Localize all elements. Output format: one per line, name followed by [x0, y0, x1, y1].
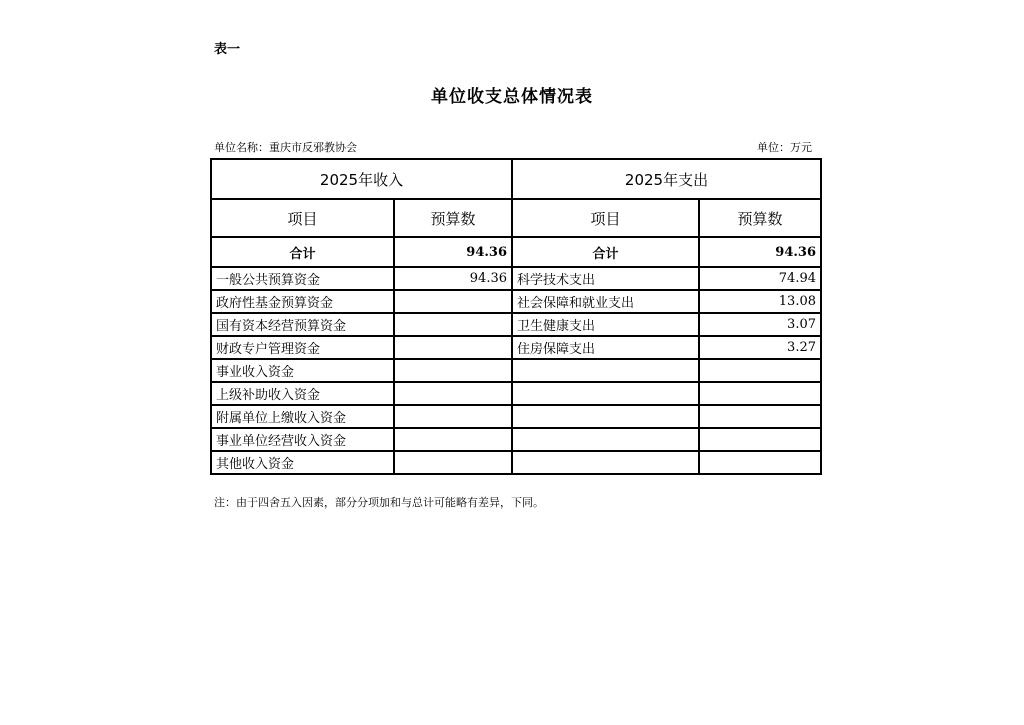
expense-value: [699, 451, 821, 474]
expense-total-label: 合计: [512, 237, 699, 267]
table-row: [211, 428, 821, 451]
income-value: [394, 359, 512, 382]
expense-value: 3.27: [699, 336, 821, 359]
income-value: [394, 290, 512, 313]
expense-item: [512, 428, 699, 451]
income-item: 事业单位经营收入资金: [211, 428, 394, 451]
expense-value: [699, 428, 821, 451]
income-item: 财政专户管理资金: [211, 336, 394, 359]
income-total-value: 94.36: [394, 237, 512, 267]
table-header-row: [211, 159, 821, 199]
table-row: [211, 451, 821, 474]
income-item-col-header: 项目: [211, 199, 394, 237]
income-item: 上级补助收入资金: [211, 382, 394, 405]
expense-item: 科学技术支出: [512, 267, 699, 290]
expense-value: [699, 382, 821, 405]
income-item: 政府性基金预算资金: [211, 290, 394, 313]
expense-item: [512, 405, 699, 428]
expense-value: 74.94: [699, 267, 821, 290]
income-value: [394, 313, 512, 336]
expense-item: [512, 451, 699, 474]
footnote: 注：由于四舍五入因素，部分分项加和与总计可能略有差异，下同。: [214, 496, 544, 509]
income-value: [394, 405, 512, 428]
expense-value: [699, 405, 821, 428]
page-title: 单位收支总体情况表: [431, 87, 593, 107]
income-item: 附属单位上缴收入资金: [211, 405, 394, 428]
column-header-row: [211, 199, 821, 237]
income-item: 国有资本经营预算资金: [211, 313, 394, 336]
income-value: [394, 428, 512, 451]
expense-total-value: 94.36: [699, 237, 821, 267]
table-row: [211, 382, 821, 405]
expense-item-col-header: 项目: [512, 199, 699, 237]
table-row: [211, 359, 821, 382]
table-row: [211, 405, 821, 428]
expense-item: 住房保障支出: [512, 336, 699, 359]
income-value: [394, 451, 512, 474]
expense-value: [699, 359, 821, 382]
unit-name: 单位名称：重庆市反邪教协会: [214, 141, 357, 154]
income-value: [394, 382, 512, 405]
table-row: [211, 267, 821, 290]
expense-value: 13.08: [699, 290, 821, 313]
table-row: [211, 313, 821, 336]
expense-item: 卫生健康支出: [512, 313, 699, 336]
income-total-label: 合计: [211, 237, 394, 267]
unit-label: 单位：万元: [757, 141, 812, 154]
budget-table: [210, 158, 822, 475]
expense-header: 2025年支出: [512, 159, 821, 199]
expense-item: 社会保障和就业支出: [512, 290, 699, 313]
expense-item: [512, 359, 699, 382]
income-budget-col-header: 预算数: [394, 199, 512, 237]
income-item: 其他收入资金: [211, 451, 394, 474]
income-value: 94.36: [394, 267, 512, 290]
income-item: 一般公共预算资金: [211, 267, 394, 290]
table-label: 表一: [214, 42, 241, 57]
income-item: 事业收入资金: [211, 359, 394, 382]
expense-item: [512, 382, 699, 405]
table-row: [211, 290, 821, 313]
expense-value: 3.07: [699, 313, 821, 336]
table-row: [211, 336, 821, 359]
income-value: [394, 336, 512, 359]
expense-budget-col-header: 预算数: [699, 199, 821, 237]
income-header: 2025年收入: [211, 159, 512, 199]
total-row: [211, 237, 821, 267]
